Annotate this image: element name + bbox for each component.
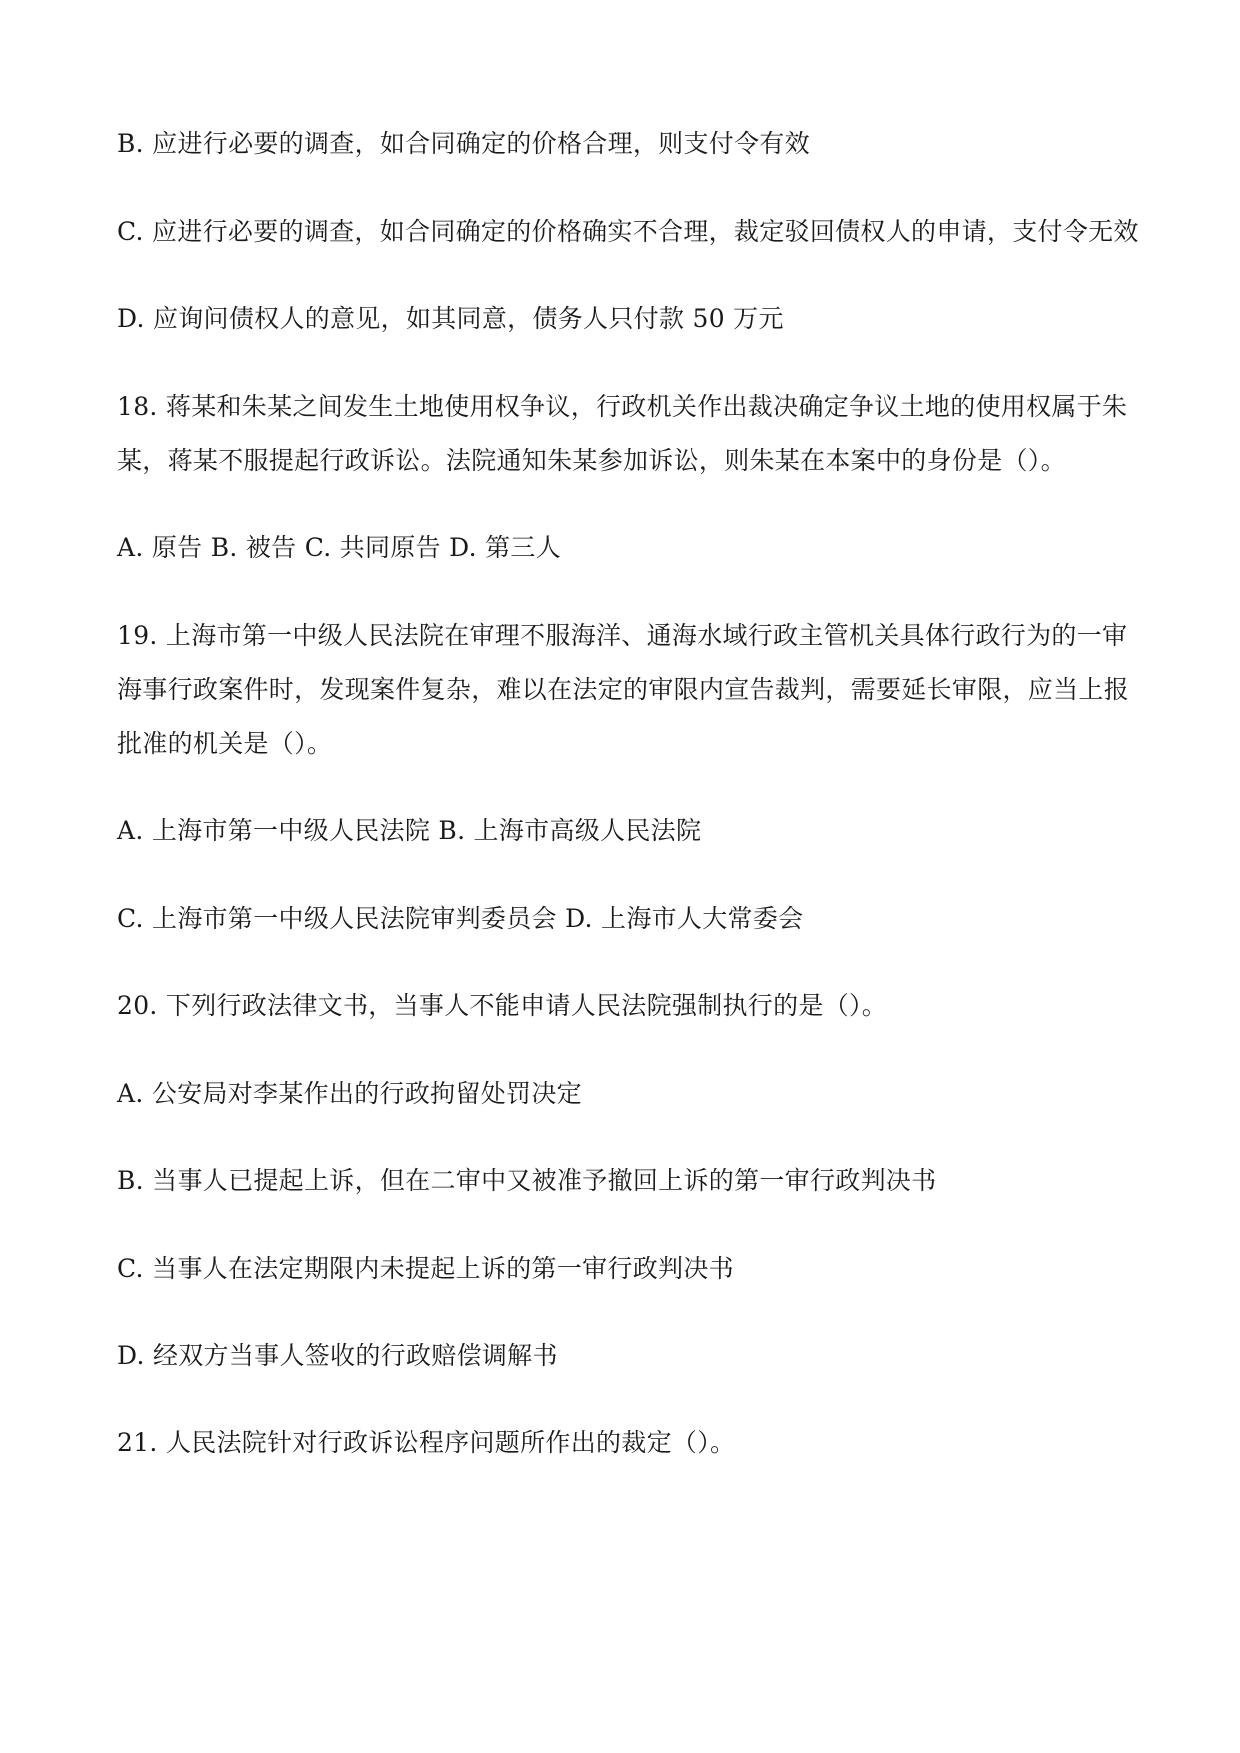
q18-stem-line-2: 某，蒋某不服提起行政诉讼。法院通知朱某参加诉讼，则朱某在本案中的身份是（）。 (117, 446, 1066, 475)
q17-option-b: B. 应进行必要的调查，如合同确定的价格合理，则支付令有效 (117, 129, 810, 158)
q20-option-c: C. 当事人在法定期限内未提起上诉的第一审行政判决书 (117, 1254, 734, 1283)
q20-option-d: D. 经双方当事人签收的行政赔偿调解书 (117, 1341, 558, 1370)
q19-options-ab: A. 上海市第一中级人民法院 B. 上海市高级人民法院 (117, 816, 702, 845)
q19-stem-line-3: 批准的机关是（）。 (117, 729, 333, 758)
q20-stem: 20. 下列行政法律文书，当事人不能申请人民法院强制执行的是（）。 (117, 991, 888, 1020)
q20-option-b: B. 当事人已提起上诉，但在二审中又被准予撤回上诉的第一审行政判决书 (117, 1166, 937, 1195)
q17-option-d: D. 应询问债权人的意见，如其同意，债务人只付款 50 万元 (117, 304, 784, 333)
q18-stem-line-1: 18. 蒋某和朱某之间发生土地使用权争议，行政机关作出裁决确定争议土地的使用权属于朱 (117, 392, 1128, 421)
q21-stem: 21. 人民法院针对行政诉讼程序问题所作出的裁定（）。 (117, 1428, 736, 1457)
q19-options-cd: C. 上海市第一中级人民法院审判委员会 D. 上海市人大常委会 (117, 904, 804, 933)
q18-options: A. 原告 B. 被告 C. 共同原告 D. 第三人 (117, 533, 562, 562)
q19-stem-line-2: 海事行政案件时，发现案件复杂，难以在法定的审限内宣告裁判，需要延长审限，应当上报 (117, 675, 1130, 704)
q17-option-c: C. 应进行必要的调查，如合同确定的价格确实不合理，裁定驳回债权人的申请，支付令无效 (117, 217, 1139, 246)
q19-stem-line-1: 19. 上海市第一中级人民法院在审理不服海洋、通海水域行政主管机关具体行政行为的一审 (117, 621, 1128, 650)
q20-option-a: A. 公安局对李某作出的行政拘留处罚决定 (117, 1079, 582, 1108)
